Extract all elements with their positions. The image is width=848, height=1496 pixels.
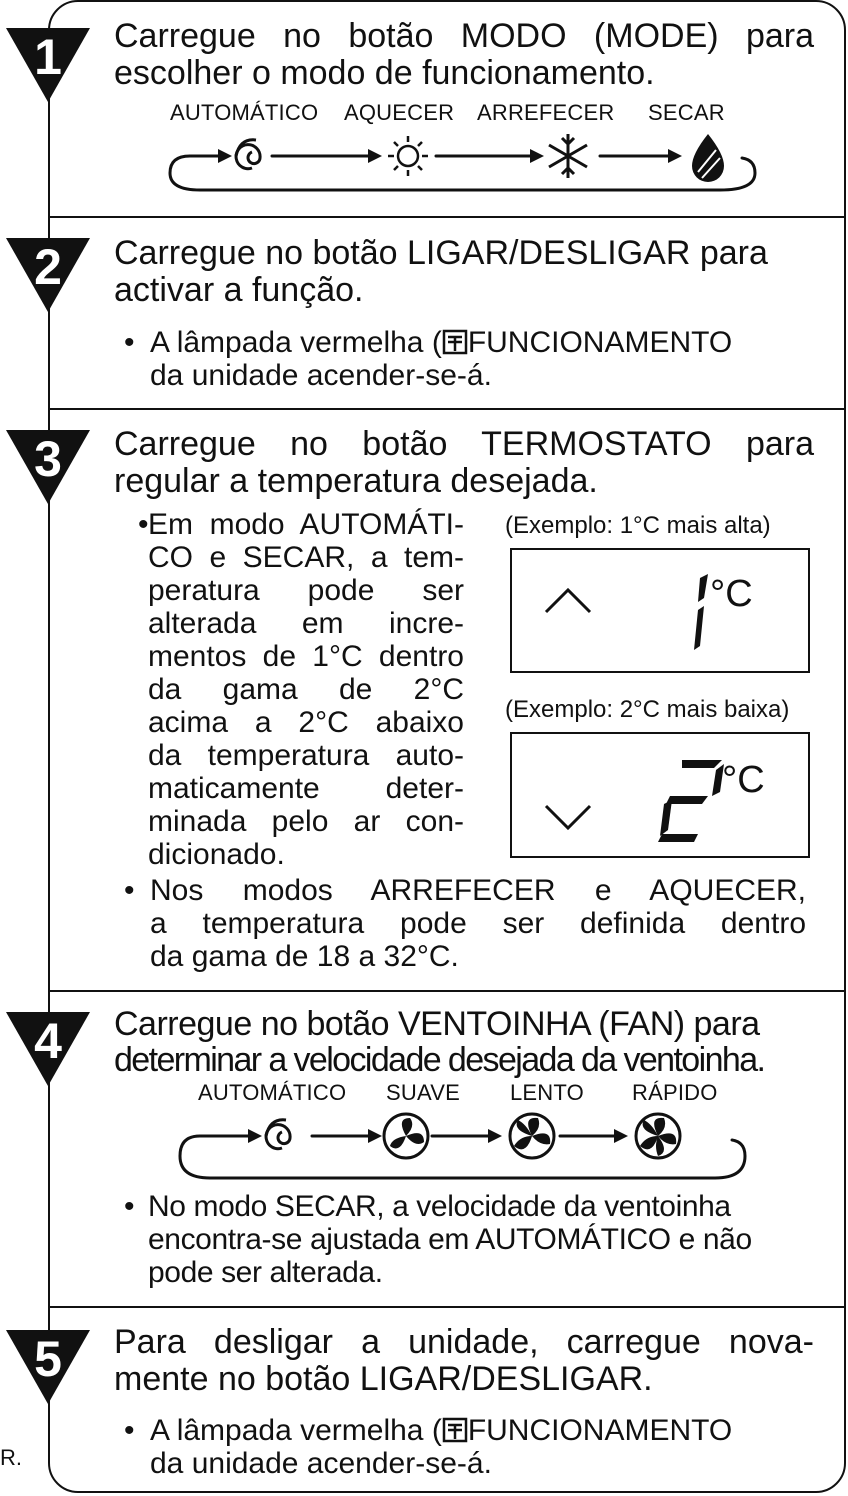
step-4-heading-line: Carregue no botão VENTOINHA (FAN) para xyxy=(114,1005,760,1043)
up-arrow-icon xyxy=(546,590,590,612)
temperature-unit: °C xyxy=(710,573,753,615)
step-number: 1 xyxy=(34,29,62,85)
step-3-heading-line: regular a temperatura desejada. xyxy=(114,462,598,500)
display-example-down xyxy=(510,732,810,858)
step-1-heading-line: escolher o modo de funcionamento. xyxy=(114,54,655,92)
bullet-line: pode ser alterada. xyxy=(148,1256,383,1289)
bullet-line: da gama de 18 a 32°C. xyxy=(150,940,459,973)
operation-lamp-icon xyxy=(442,1417,468,1443)
bullet-line: Em modo AUTOMÁTI- xyxy=(148,508,464,541)
step-5-badge xyxy=(6,1316,90,1406)
divider xyxy=(48,216,846,218)
bullet-line: No modo SECAR, a velocidade da ventoinha xyxy=(148,1190,731,1223)
snowflake-icon xyxy=(549,134,587,178)
step-5-heading-line: mente no botão LIGAR/DESLIGAR. xyxy=(114,1360,653,1398)
bullet-line: peratura pode ser xyxy=(148,574,464,607)
step-number: 3 xyxy=(34,431,62,487)
bullet-text: A lâmpada vermelha ( xyxy=(150,1414,442,1447)
step-3-badge xyxy=(6,416,90,506)
bullet-line: acima a 2°C abaixo xyxy=(148,706,464,739)
bullet-line: dicionado. xyxy=(148,838,285,871)
auto-swirl-icon xyxy=(266,1120,290,1149)
step-3-bullet-1 xyxy=(138,508,464,871)
bullet-line: maticamente deter- xyxy=(148,772,464,805)
step-2-heading-line: activar a função. xyxy=(114,271,364,309)
display-example-up xyxy=(510,548,810,673)
bullet-text: da unidade acender-se-á. xyxy=(150,1447,492,1480)
step-5-heading-line: Para desligar a unidade, carregue nova- xyxy=(114,1323,814,1361)
bullet-line: encontra-se ajustada em AUTOMÁTICO e não xyxy=(148,1223,752,1256)
divider xyxy=(48,990,846,992)
step-4-badge xyxy=(6,998,90,1088)
step-3-heading-line: Carregue no botão TERMOSTATO para xyxy=(114,425,814,463)
bullet-line: da gama de 2°C xyxy=(148,673,464,706)
bullet-text: FUNCIONAMENTO xyxy=(467,326,733,359)
margin-note: R. xyxy=(0,1445,22,1470)
down-arrow-icon xyxy=(546,806,590,828)
bullet-dot: • xyxy=(124,874,135,907)
bullet-dot: • xyxy=(138,508,149,541)
operation-lamp-icon xyxy=(442,329,468,355)
fan-icon xyxy=(636,1114,680,1158)
bullet-line: mentos de 1°C dentro xyxy=(148,640,464,673)
step-number: 4 xyxy=(34,1013,62,1069)
mode-label-heat: AQUECER xyxy=(344,100,455,125)
seven-segment-digit xyxy=(694,574,708,650)
step-1-badge xyxy=(6,14,90,104)
step-4-bullet xyxy=(124,1190,812,1289)
step-3-bullet-2 xyxy=(124,874,806,973)
bullet-line: Nos modos ARREFECER e AQUECER, xyxy=(150,874,806,907)
bullet-line: minada pelo ar con- xyxy=(148,805,464,838)
step-4-heading-line: determinar a velocidade desejada da ventoinha. xyxy=(114,1041,765,1079)
example-caption-up: (Exemplo: 1°C mais alta) xyxy=(505,512,771,539)
speed-label-fast: RÁPIDO xyxy=(632,1080,718,1105)
step-2-heading-line: Carregue no botão LIGAR/DESLIGAR para xyxy=(114,234,768,272)
step-1-heading-line: Carregue no botão MODO (MODE) para xyxy=(114,17,814,55)
bullet-text: A lâmpada vermelha ( xyxy=(150,326,442,359)
fan-icon xyxy=(384,1114,428,1158)
bullet-dot: • xyxy=(124,1414,135,1447)
bullet-dot: • xyxy=(124,326,135,359)
step-2-badge xyxy=(6,224,90,314)
mode-label-auto: AUTOMÁTICO xyxy=(170,100,319,125)
speed-label-soft: SUAVE xyxy=(386,1080,460,1105)
auto-swirl-icon xyxy=(236,140,260,169)
seven-segment-digit xyxy=(658,834,698,842)
fan-speed-cycle-diagram xyxy=(170,1106,760,1186)
bullet-line: a temperatura pode ser definida dentro xyxy=(150,907,806,940)
speed-label-auto: AUTOMÁTICO xyxy=(198,1080,347,1105)
mode-label-cool: ARREFECER xyxy=(477,100,615,125)
divider xyxy=(48,408,846,410)
bullet-text: da unidade acender-se-á. xyxy=(150,359,492,392)
bullet-dot: • xyxy=(124,1190,135,1223)
mode-cycle-diagram xyxy=(160,128,770,198)
bullet-line: alterada em incre- xyxy=(148,607,464,640)
bullet-line: da temperatura auto- xyxy=(148,739,464,772)
drop-icon xyxy=(692,134,724,182)
mode-label-dry: SECAR xyxy=(648,100,725,125)
bullet-text: FUNCIONAMENTO xyxy=(467,1414,733,1447)
step-number: 5 xyxy=(34,1331,62,1387)
speed-label-slow: LENTO xyxy=(510,1080,584,1105)
temperature-unit: °C xyxy=(722,759,765,801)
bullet-line: CO e SECAR, a tem- xyxy=(148,541,464,574)
step-number: 2 xyxy=(34,239,62,295)
step-5-bullet xyxy=(124,1414,810,1480)
divider xyxy=(48,1306,846,1308)
example-caption-down: (Exemplo: 2°C mais baixa) xyxy=(505,696,790,723)
sun-icon xyxy=(388,136,428,176)
step-2-bullet xyxy=(124,326,810,392)
fan-icon xyxy=(510,1114,554,1158)
